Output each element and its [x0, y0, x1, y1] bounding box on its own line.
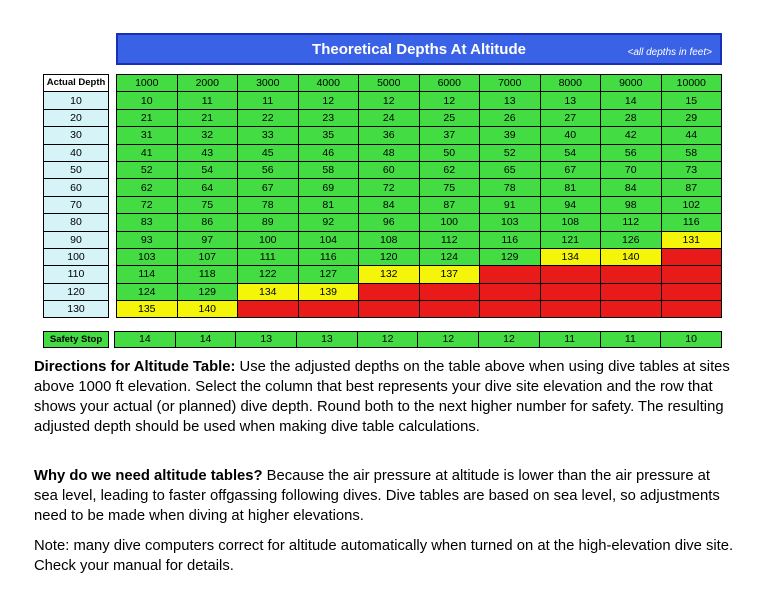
why-text: Because the air pressure at altitude is lower than the air pressure at sea level, leading to faster offgassing following dives. Dive tables are based on sea level, so adjustments need to be made when diving at higher elevations.	[34, 468, 720, 524]
adjusted-depth-cell	[661, 266, 722, 283]
altitude-header-cell: 8000	[540, 75, 601, 92]
adjusted-depth-cell: 45	[238, 144, 299, 161]
safety-stop-row	[43, 331, 722, 348]
depth-row	[44, 248, 109, 265]
altitude-header-cell: 3000	[238, 75, 299, 92]
adjusted-depth-cell: 13	[480, 92, 541, 109]
adjusted-depth-cell: 39	[480, 127, 541, 144]
actual-depth-cell: 110	[44, 266, 109, 283]
table-row	[117, 301, 722, 318]
adjusted-depth-cell: 102	[661, 196, 722, 213]
adjusted-depth-cell: 70	[601, 161, 662, 178]
altitude-header-cell: 4000	[298, 75, 359, 92]
adjusted-depth-cell: 54	[540, 144, 601, 161]
altitude-header-cell: 2000	[177, 75, 238, 92]
adjusted-depth-cell: 44	[661, 127, 722, 144]
depth-row	[44, 161, 109, 178]
adjusted-depth-cell	[359, 283, 420, 300]
adjusted-depth-cell	[238, 301, 299, 318]
safety-stop-cell: 10	[661, 332, 722, 348]
depth-row	[44, 109, 109, 126]
adjusted-depth-cell: 75	[177, 196, 238, 213]
adjusted-depth-cell: 96	[359, 214, 420, 231]
adjusted-depth-cell: 21	[117, 109, 178, 126]
safety-stop-cell: 14	[175, 332, 236, 348]
depth-row	[44, 127, 109, 144]
table-row	[117, 127, 722, 144]
depth-row	[44, 196, 109, 213]
altitude-header-cell: 6000	[419, 75, 480, 92]
adjusted-depth-cell: 122	[238, 266, 299, 283]
depth-row	[44, 283, 109, 300]
adjusted-depth-cell: 28	[601, 109, 662, 126]
adjusted-depth-cell: 73	[661, 161, 722, 178]
adjusted-depth-cell: 78	[238, 196, 299, 213]
adjusted-depth-cell: 33	[238, 127, 299, 144]
adjusted-depth-cell: 114	[117, 266, 178, 283]
adjusted-depth-cell: 121	[540, 231, 601, 248]
adjusted-depth-cell: 81	[298, 196, 359, 213]
actual-depth-cell: 100	[44, 248, 109, 265]
adjusted-depth-cell: 83	[117, 214, 178, 231]
altitude-header-row	[117, 75, 722, 92]
adjusted-depth-cell	[601, 283, 662, 300]
table-row	[117, 144, 722, 161]
adjusted-depth-cell: 58	[298, 161, 359, 178]
actual-depth-cell: 50	[44, 161, 109, 178]
adjusted-depth-cell: 27	[540, 109, 601, 126]
adjusted-depth-cell: 41	[117, 144, 178, 161]
adjusted-depth-cell	[419, 283, 480, 300]
why-heading: Why do we need altitude tables?	[34, 468, 263, 484]
depth-row	[44, 231, 109, 248]
adjusted-depth-cell: 52	[117, 161, 178, 178]
adjusted-depth-cell: 93	[117, 231, 178, 248]
adjusted-depth-cell: 15	[661, 92, 722, 109]
adjusted-depth-cell: 137	[419, 266, 480, 283]
safety-stop-cell: 11	[539, 332, 600, 348]
table-row	[117, 283, 722, 300]
adjusted-depth-cell: 10	[117, 92, 178, 109]
adjusted-depth-cell: 107	[177, 248, 238, 265]
depth-row	[44, 266, 109, 283]
safety-stop-cell: 12	[418, 332, 479, 348]
adjusted-depth-cell: 84	[601, 179, 662, 196]
actual-depth-cell: 40	[44, 144, 109, 161]
adjusted-depth-cell: 12	[359, 92, 420, 109]
adjusted-depth-cell	[661, 248, 722, 265]
adjusted-depth-cell: 131	[661, 231, 722, 248]
adjusted-depth-cell: 84	[359, 196, 420, 213]
adjusted-depth-cell: 135	[117, 301, 178, 318]
adjusted-depth-cell: 67	[540, 161, 601, 178]
adjusted-depth-cell: 124	[117, 283, 178, 300]
why-paragraph	[34, 466, 734, 526]
adjusted-depth-cell: 116	[298, 248, 359, 265]
adjusted-depth-cell	[419, 301, 480, 318]
adjusted-depth-cell: 112	[601, 214, 662, 231]
adjusted-depth-cell: 103	[117, 248, 178, 265]
adjusted-depth-cell: 108	[359, 231, 420, 248]
adjusted-depth-cell	[601, 301, 662, 318]
actual-depth-cell: 10	[44, 92, 109, 109]
adjusted-depth-cell	[298, 301, 359, 318]
table-row	[117, 248, 722, 265]
adjusted-depth-cell: 24	[359, 109, 420, 126]
adjusted-depth-cell: 60	[359, 161, 420, 178]
adjusted-depth-cell	[661, 301, 722, 318]
adjusted-depth-cell: 91	[480, 196, 541, 213]
table-title-bar	[116, 33, 722, 65]
table-row	[117, 92, 722, 109]
adjusted-depth-cell: 25	[419, 109, 480, 126]
adjusted-depth-cell: 134	[238, 283, 299, 300]
adjusted-depth-cell	[540, 283, 601, 300]
adjusted-depth-cell: 87	[661, 179, 722, 196]
adjusted-depth-cell: 104	[298, 231, 359, 248]
adjusted-depth-cell: 81	[540, 179, 601, 196]
adjusted-depth-cell: 36	[359, 127, 420, 144]
adjusted-depth-cell: 87	[419, 196, 480, 213]
adjusted-depth-cell: 108	[540, 214, 601, 231]
depth-row	[44, 179, 109, 196]
directions-text: Use the adjusted depths on the table above when using dive tables at sites above 1000 ft elevation. Select the column that best represents your dive site elevation and the row that shows your actual (or planned) dive depth. Round both to the next higher number for safety. The resulting adjusted depth should be used when making dive table calculations.	[34, 359, 730, 435]
adjusted-depth-cell: 13	[540, 92, 601, 109]
safety-stop-cell: 12	[479, 332, 540, 348]
depth-row	[44, 92, 109, 109]
adjusted-depth-cell: 100	[419, 214, 480, 231]
adjusted-depth-cell: 43	[177, 144, 238, 161]
depth-header-row	[44, 75, 109, 92]
adjusted-depth-cell: 58	[661, 144, 722, 161]
adjusted-depth-cell: 94	[540, 196, 601, 213]
adjusted-depth-cell: 11	[238, 92, 299, 109]
adjusted-depth-cell: 118	[177, 266, 238, 283]
units-note: <all depths in feet>	[627, 47, 712, 58]
adjusted-depth-cell: 29	[661, 109, 722, 126]
adjusted-depth-cell: 52	[480, 144, 541, 161]
adjusted-depth-cell: 120	[359, 248, 420, 265]
adjusted-depth-cell: 23	[298, 109, 359, 126]
safety-stop-cell: 13	[236, 332, 297, 348]
table-title: Theoretical Depths At Altitude	[312, 41, 526, 58]
table-row	[117, 161, 722, 178]
adjusted-depth-cell: 139	[298, 283, 359, 300]
adjusted-depth-cell: 32	[177, 127, 238, 144]
adjusted-depth-cell: 92	[298, 214, 359, 231]
table-row	[117, 179, 722, 196]
adjusted-depth-cell: 21	[177, 109, 238, 126]
table-row	[117, 266, 722, 283]
adjusted-depth-cell: 26	[480, 109, 541, 126]
safety-stop-cell: 12	[357, 332, 418, 348]
adjusted-depth-cell: 132	[359, 266, 420, 283]
adjusted-depth-cell: 65	[480, 161, 541, 178]
altitude-header-cell: 5000	[359, 75, 420, 92]
adjusted-depth-cell: 67	[238, 179, 299, 196]
adjusted-depth-cell: 98	[601, 196, 662, 213]
adjusted-depth-cell: 97	[177, 231, 238, 248]
adjusted-depth-cell: 129	[177, 283, 238, 300]
actual-depth-cell: 90	[44, 231, 109, 248]
adjusted-depth-cell: 124	[419, 248, 480, 265]
adjusted-depth-cell: 35	[298, 127, 359, 144]
adjusted-depth-cell: 116	[480, 231, 541, 248]
adjusted-depth-cell: 112	[419, 231, 480, 248]
altitude-depth-table	[116, 74, 722, 318]
adjusted-depth-cell	[661, 283, 722, 300]
actual-depth-header: Actual Depth	[44, 75, 109, 92]
adjusted-depth-cell: 129	[480, 248, 541, 265]
note-text: Note: many dive computers correct for altitude automatically when turned on at the high-elevation dive site. Check your manual for details.	[34, 538, 734, 574]
altitude-header-cell: 1000	[117, 75, 178, 92]
actual-depth-cell: 70	[44, 196, 109, 213]
adjusted-depth-cell: 78	[480, 179, 541, 196]
table-row	[117, 231, 722, 248]
adjusted-depth-cell	[480, 301, 541, 318]
adjusted-depth-cell: 50	[419, 144, 480, 161]
altitude-header-cell: 7000	[480, 75, 541, 92]
adjusted-depth-cell	[480, 266, 541, 283]
adjusted-depth-cell: 22	[238, 109, 299, 126]
adjusted-depth-cell	[480, 283, 541, 300]
adjusted-depth-cell: 75	[419, 179, 480, 196]
adjusted-depth-cell	[540, 266, 601, 283]
actual-depth-column	[43, 74, 109, 318]
directions-heading: Directions for Altitude Table:	[34, 359, 236, 375]
altitude-header-cell: 10000	[661, 75, 722, 92]
table-row	[117, 109, 722, 126]
adjusted-depth-cell: 54	[177, 161, 238, 178]
actual-depth-cell: 120	[44, 283, 109, 300]
adjusted-depth-cell: 111	[238, 248, 299, 265]
adjusted-depth-cell: 48	[359, 144, 420, 161]
adjusted-depth-cell: 56	[238, 161, 299, 178]
altitude-header-cell: 9000	[601, 75, 662, 92]
actual-depth-cell: 130	[44, 301, 109, 318]
adjusted-depth-cell: 14	[601, 92, 662, 109]
adjusted-depth-cell: 40	[540, 127, 601, 144]
adjusted-depth-cell: 46	[298, 144, 359, 161]
depth-row	[44, 214, 109, 231]
safety-stop-label: Safety Stop	[44, 332, 109, 348]
depth-row	[44, 144, 109, 161]
adjusted-depth-cell: 11	[177, 92, 238, 109]
table-row	[117, 196, 722, 213]
adjusted-depth-cell: 37	[419, 127, 480, 144]
adjusted-depth-cell: 62	[419, 161, 480, 178]
adjusted-depth-cell: 12	[419, 92, 480, 109]
adjusted-depth-cell	[540, 301, 601, 318]
adjusted-depth-cell	[601, 266, 662, 283]
adjusted-depth-cell: 86	[177, 214, 238, 231]
adjusted-depth-cell	[359, 301, 420, 318]
note-paragraph	[34, 536, 734, 576]
directions-paragraph	[34, 357, 734, 437]
safety-stop-cell: 11	[600, 332, 661, 348]
adjusted-depth-cell: 42	[601, 127, 662, 144]
adjusted-depth-cell: 31	[117, 127, 178, 144]
adjusted-depth-cell: 100	[238, 231, 299, 248]
actual-depth-cell: 30	[44, 127, 109, 144]
actual-depth-cell: 20	[44, 109, 109, 126]
adjusted-depth-cell: 116	[661, 214, 722, 231]
adjusted-depth-cell: 72	[117, 196, 178, 213]
adjusted-depth-cell: 64	[177, 179, 238, 196]
adjusted-depth-cell: 56	[601, 144, 662, 161]
adjusted-depth-cell: 140	[177, 301, 238, 318]
adjusted-depth-cell: 103	[480, 214, 541, 231]
adjusted-depth-cell: 134	[540, 248, 601, 265]
adjusted-depth-cell: 126	[601, 231, 662, 248]
adjusted-depth-cell: 89	[238, 214, 299, 231]
adjusted-depth-cell: 12	[298, 92, 359, 109]
actual-depth-cell: 80	[44, 214, 109, 231]
adjusted-depth-cell: 72	[359, 179, 420, 196]
adjusted-depth-cell: 69	[298, 179, 359, 196]
table-row	[117, 214, 722, 231]
safety-stop-cell: 13	[297, 332, 358, 348]
adjusted-depth-cell: 62	[117, 179, 178, 196]
adjusted-depth-cell: 127	[298, 266, 359, 283]
depth-row	[44, 301, 109, 318]
adjusted-depth-cell: 140	[601, 248, 662, 265]
safety-stop-cell: 14	[115, 332, 176, 348]
actual-depth-cell: 60	[44, 179, 109, 196]
